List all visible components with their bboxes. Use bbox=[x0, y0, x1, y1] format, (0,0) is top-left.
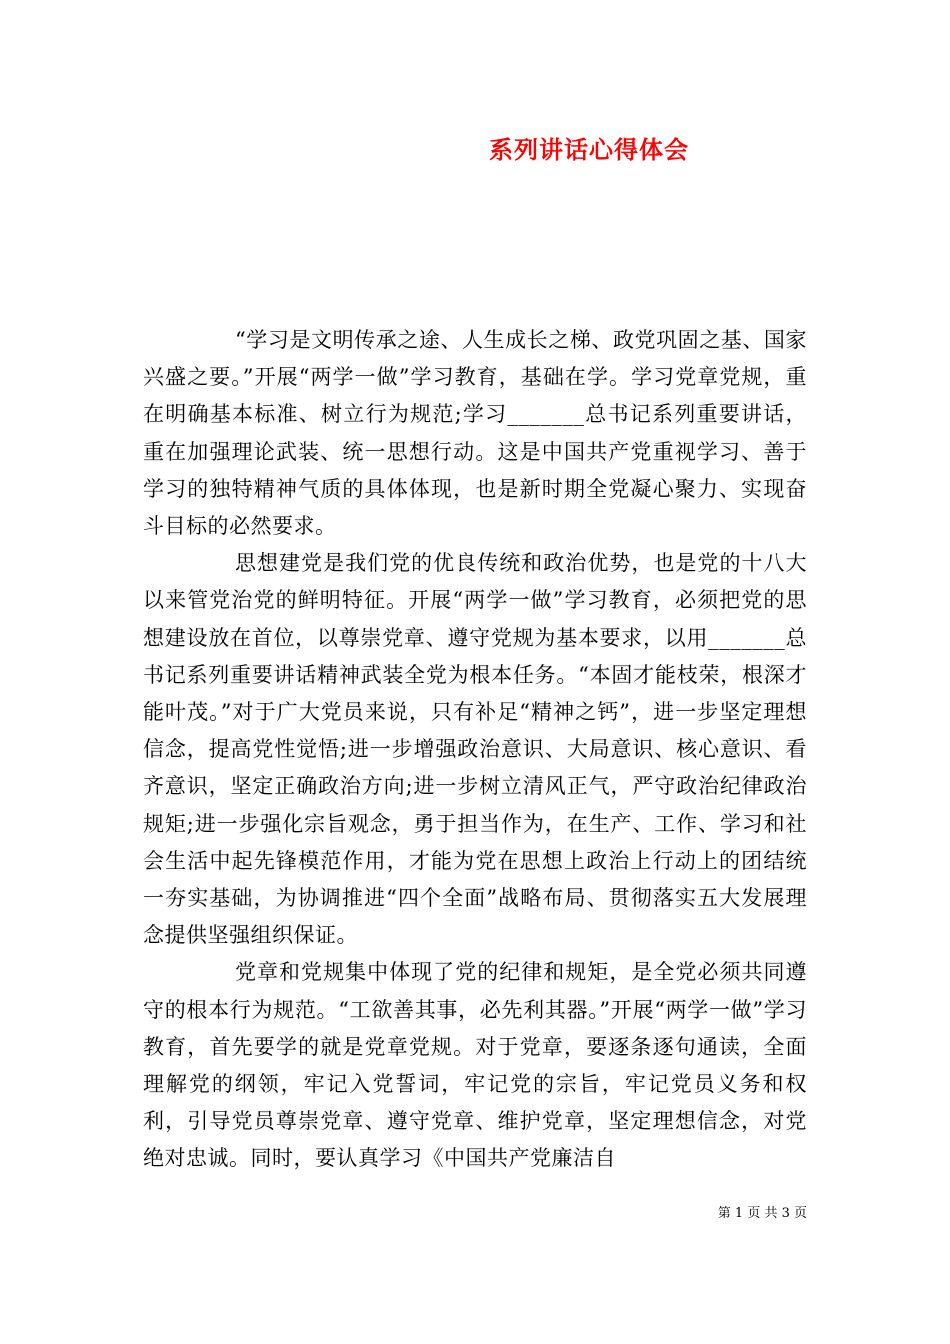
paragraph-3: 党章和党规集中体现了党的纪律和规矩，是全党必须共同遵守的根本行为规范。“工欲善其事，必先利其器。”开展“两学一做”学习教育，首先要学的就是党章党规。对于党章，要逐条逐句通读，全面理解党的纲领，牢记入党誓词，牢记党的宗旨，牢记党员义务和权利，引导党员尊崇党章、遵守党章、维护党章，坚定理想信念，对党绝对忠诚。同时，要认真学习《中国共产党廉洁自 bbox=[143, 960, 807, 1171]
page-number-footer: 第 1 页 共 3 页 bbox=[717, 1206, 807, 1221]
document-body bbox=[143, 322, 807, 1178]
document-title: 系列讲话心得体会 bbox=[489, 135, 689, 164]
paragraph-1: “学习是文明传承之途、人生成长之梯、政党巩固之基、国家兴盛之要。”开展“两学一做”学习教育，基础在学。学习党章党规，重在明确基本标准、树立行为规范;学习_______总书记系列重要讲话，重在加强理论武装、统一思想行动。这是中国共产党重视学习、善于学习的独特精神气质的具体体现，也是新时期全党凝心聚力、实现奋斗目标的必然要求。 bbox=[143, 328, 807, 539]
paragraph-2: 思想建党是我们党的优良传统和政治优势，也是党的十八大以来管党治党的鲜明特征。开展“两学一做”学习教育，必须把党的思想建设放在首位，以尊崇党章、遵守党规为基本要求，以用_______总书记系列重要讲话精神武装全党为根本任务。“本固才能枝荣，根深才能叶茂。”对于广大党员来说，只有补足“精神之钙”，进一步坚定理想信念，提高党性觉悟;进一步增强政治意识、大局意识、核心意识、看齐意识，坚定正确政治方向;进一步树立清风正气，严守政治纪律政治规矩;进一步强化宗旨观念，勇于担当作为，在生产、工作、学习和社会生活中起先锋模范作用，才能为党在思想上政治上行动上的团结统一夯实基础，为协调推进“四个全面”战略布局、贯彻落实五大发展理念提供坚强组织保证。 bbox=[143, 551, 807, 948]
